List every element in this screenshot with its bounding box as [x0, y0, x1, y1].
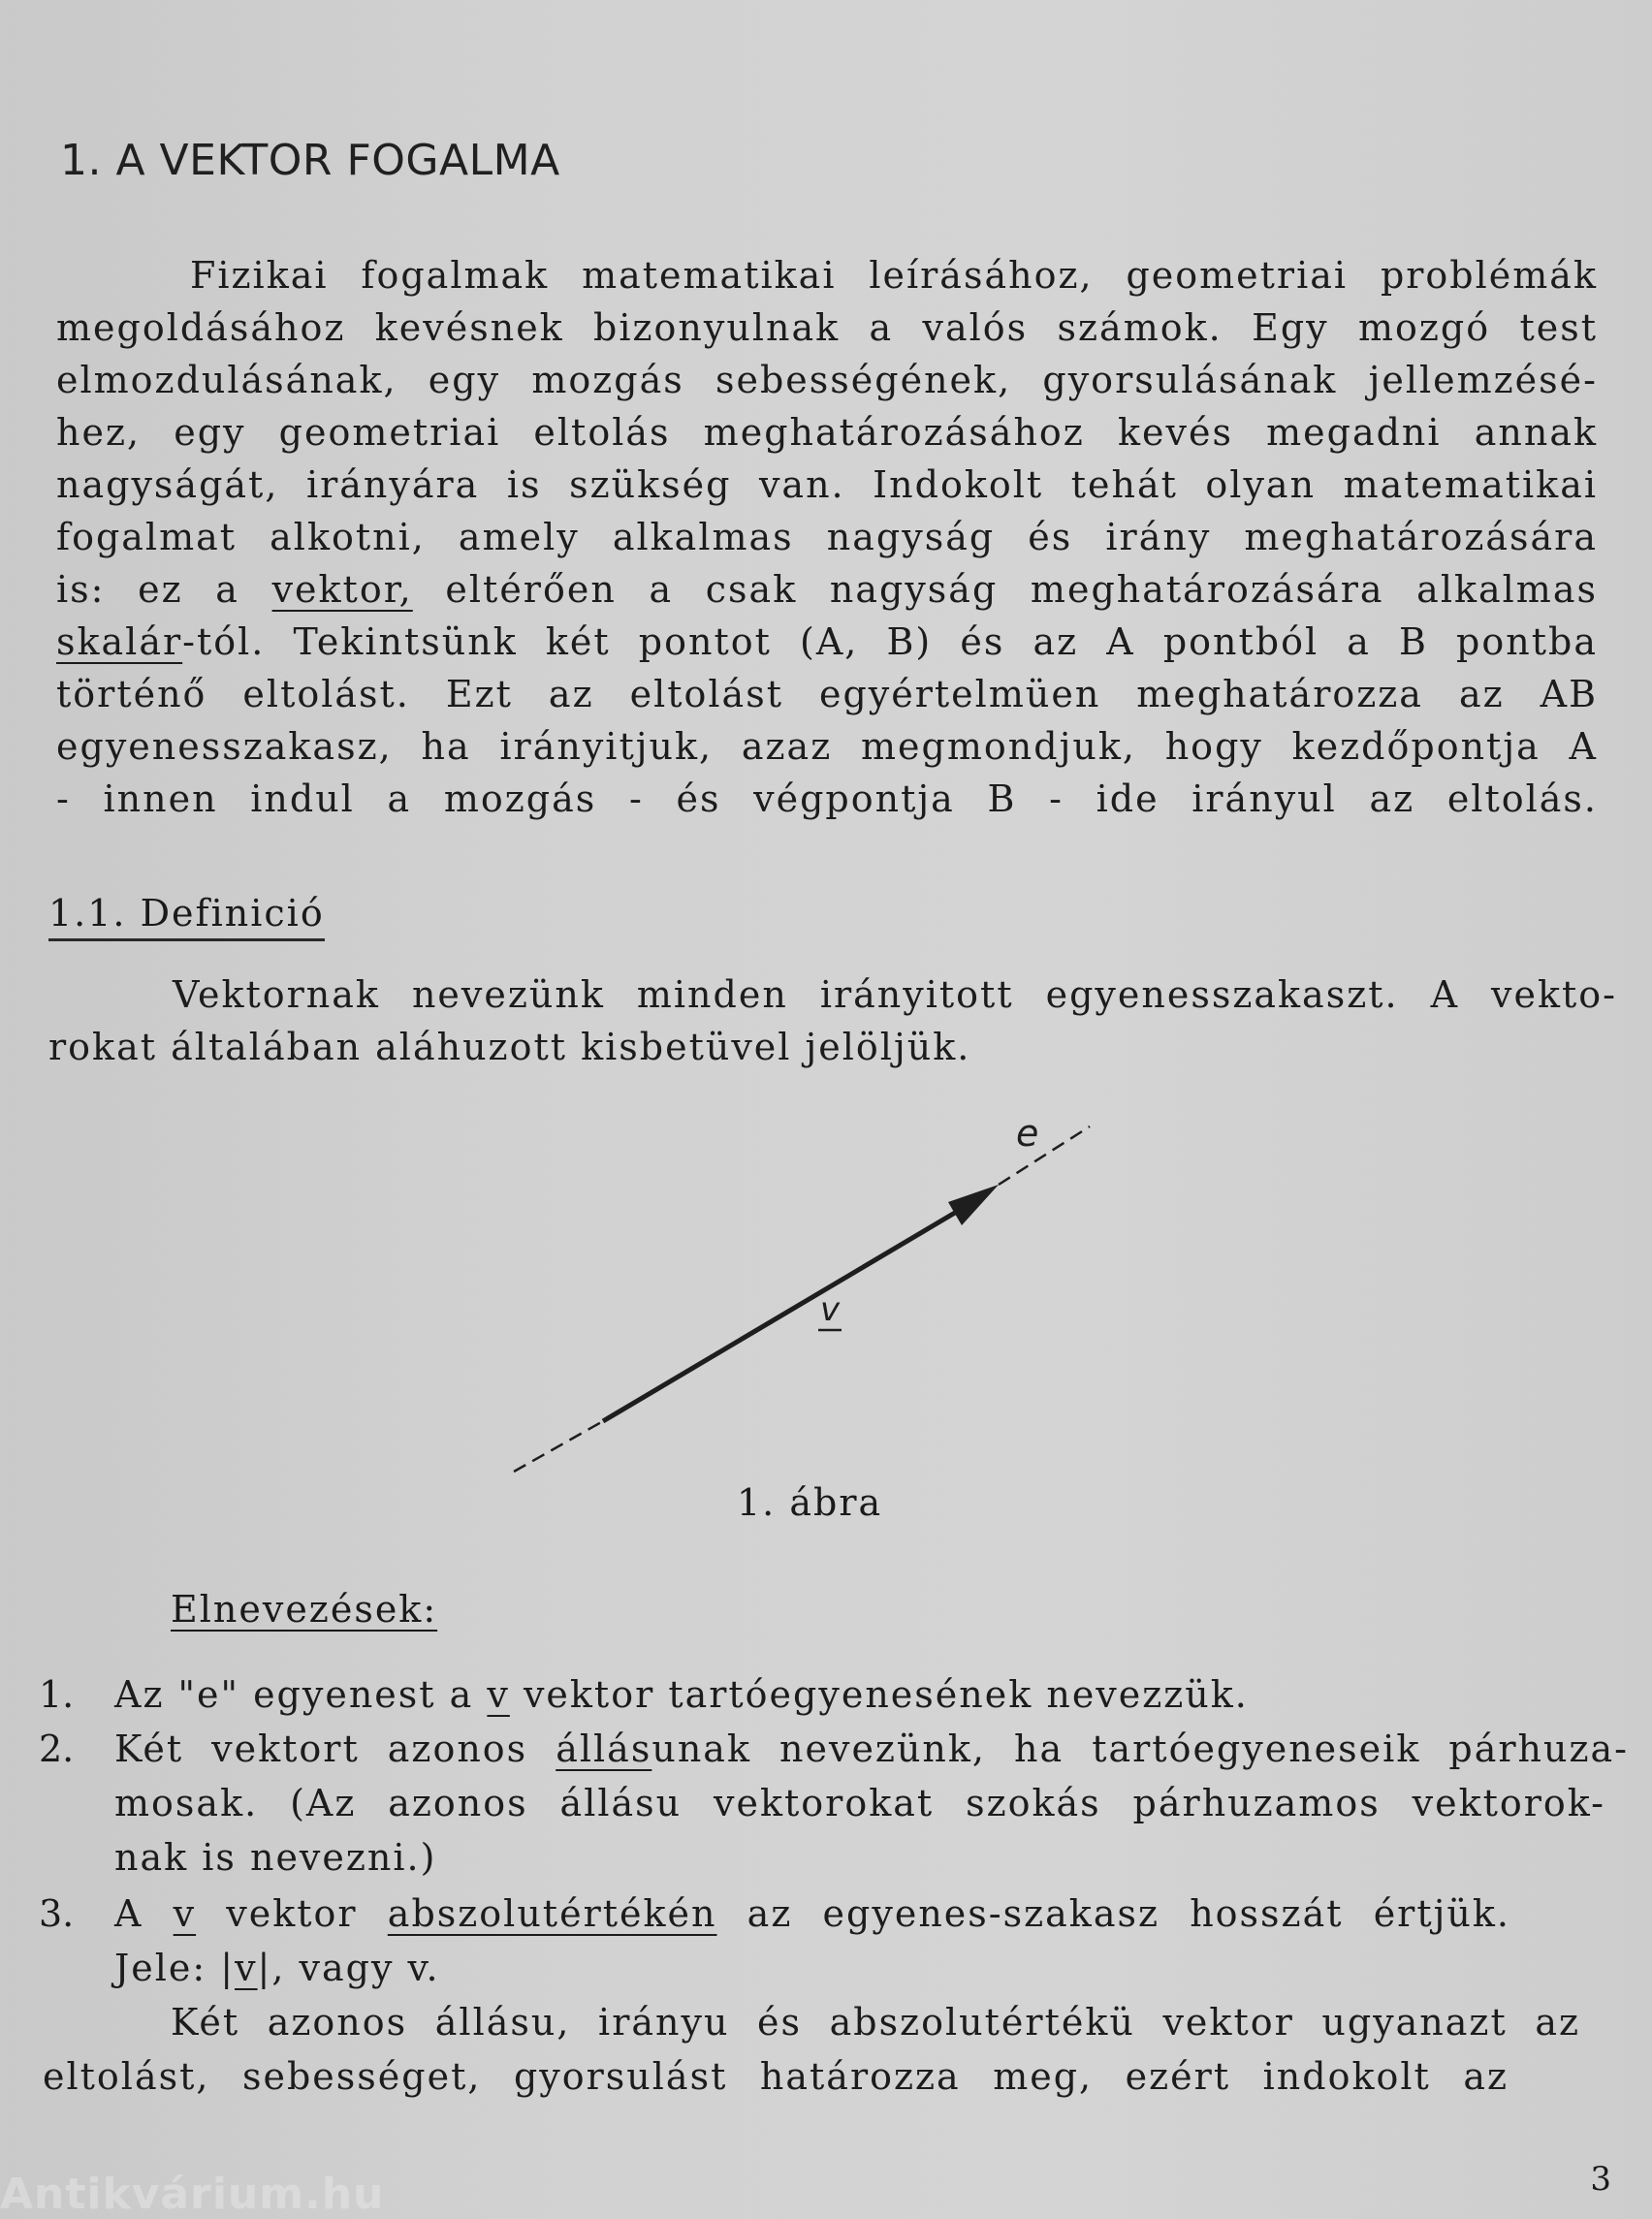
vector-label-v: v [820, 1290, 841, 1329]
intro-line-10: egyenesszakasz, ha irányitjuk, azaz megmondjuk, hogy kezdőpontja A [56, 725, 1598, 768]
term-vektor: vektor, [271, 568, 413, 611]
intro-line-1: Fizikai fogalmak matematikai leírásához, geometriai problémák [190, 254, 1598, 297]
item-number-3: 3. [39, 1892, 75, 1935]
figure-caption: 1. ábra [737, 1481, 883, 1524]
section-heading: 1. A VEKTOR FOGALMA [60, 136, 560, 185]
symbol-v: v [173, 1892, 197, 1935]
item-2-line-1: Két vektort azonos állásunak nevezünk, ha tartóegyeneseik párhuza- [114, 1728, 1629, 1770]
vector-arrowhead [948, 1185, 999, 1225]
intro-line-9: történő eltolást. Ezt az eltolást egyértelmüen meghatározza az AB [56, 673, 1598, 715]
intro-line-3: elmozdulásának, egy mozgás sebességének, gyorsulásának jellemzésé- [56, 359, 1598, 401]
intro-line-11: - innen indul a mozgás - és végpontja B - ide irányul az eltolás. [56, 777, 1598, 820]
intro-line-6: fogalmat alkotni, amely alkalmas nagyság és irány meghatározására [56, 516, 1598, 558]
definition-line-1: Vektornak nevezünk minden irányitott egyenesszakaszt. A vekto- [173, 973, 1617, 1016]
intro-line-5: nagyságát, irányára is szükség van. Indokolt tehát olyan matematikai [56, 463, 1598, 506]
item-number-2: 2. [39, 1728, 75, 1770]
closing-line-2: eltolást, sebességet, gyorsulást határozza meg, ezért indokolt az [43, 2055, 1509, 2098]
definition-line-2: rokat általában aláhuzott kisbetüvel jelöljük. [48, 1026, 971, 1068]
term-allas: állás [556, 1728, 652, 1770]
term-abszolutertek: abszolutértékén [387, 1892, 717, 1935]
item-2-line-2: mosak. (Az azonos állásu vektorokat szokás párhuzamos vektorok- [114, 1782, 1605, 1824]
item-3-line-2: Jele: |v|, vagy v. [114, 1947, 440, 1989]
line-label-e: e [1016, 1112, 1039, 1155]
item-3-line-1: A v vektor abszolutértékén az egyenes-szakasz hosszát értjük. [114, 1892, 1510, 1935]
item-number-1: 1. [39, 1673, 75, 1716]
symbol-v: v [235, 1947, 258, 1989]
definition-title: 1.1. Definició [48, 892, 325, 941]
closing-line-1: Két azonos állásu, irányu és abszolutértékü vektor ugyanazt az [171, 2001, 1580, 2044]
support-line-upper [999, 1126, 1090, 1185]
symbol-v: v [487, 1673, 510, 1716]
intro-line-4: hez, egy geometriai eltolás meghatározásához kevés megadni annak [56, 411, 1598, 454]
support-line-lower [514, 1421, 603, 1472]
term-skalar: skalár [56, 620, 183, 663]
intro-line-8: skalár-tól. Tekintsünk két pontot (A, B) és az A pontból a B pontba [56, 620, 1598, 663]
item-1-line-1: Az "e" egyenest a v vektor tartóegyenesének nevezzük. [114, 1673, 1249, 1716]
item-2-line-3: nak is nevezni.) [114, 1836, 437, 1879]
page-number: 3 [1590, 2160, 1611, 2199]
intro-line-7: is: ez a vektor, eltérően a csak nagyság meghatározására alkalmas [56, 568, 1598, 611]
vector-figure [485, 1105, 1144, 1493]
watermark: Antikvárium.hu [0, 2170, 385, 2219]
vector-shaft [603, 1210, 960, 1421]
intro-line-2: megoldásához kevésnek bizonyulnak a valós számok. Egy mozgó test [56, 306, 1598, 349]
namings-title: Elnevezések: [171, 1588, 438, 1631]
